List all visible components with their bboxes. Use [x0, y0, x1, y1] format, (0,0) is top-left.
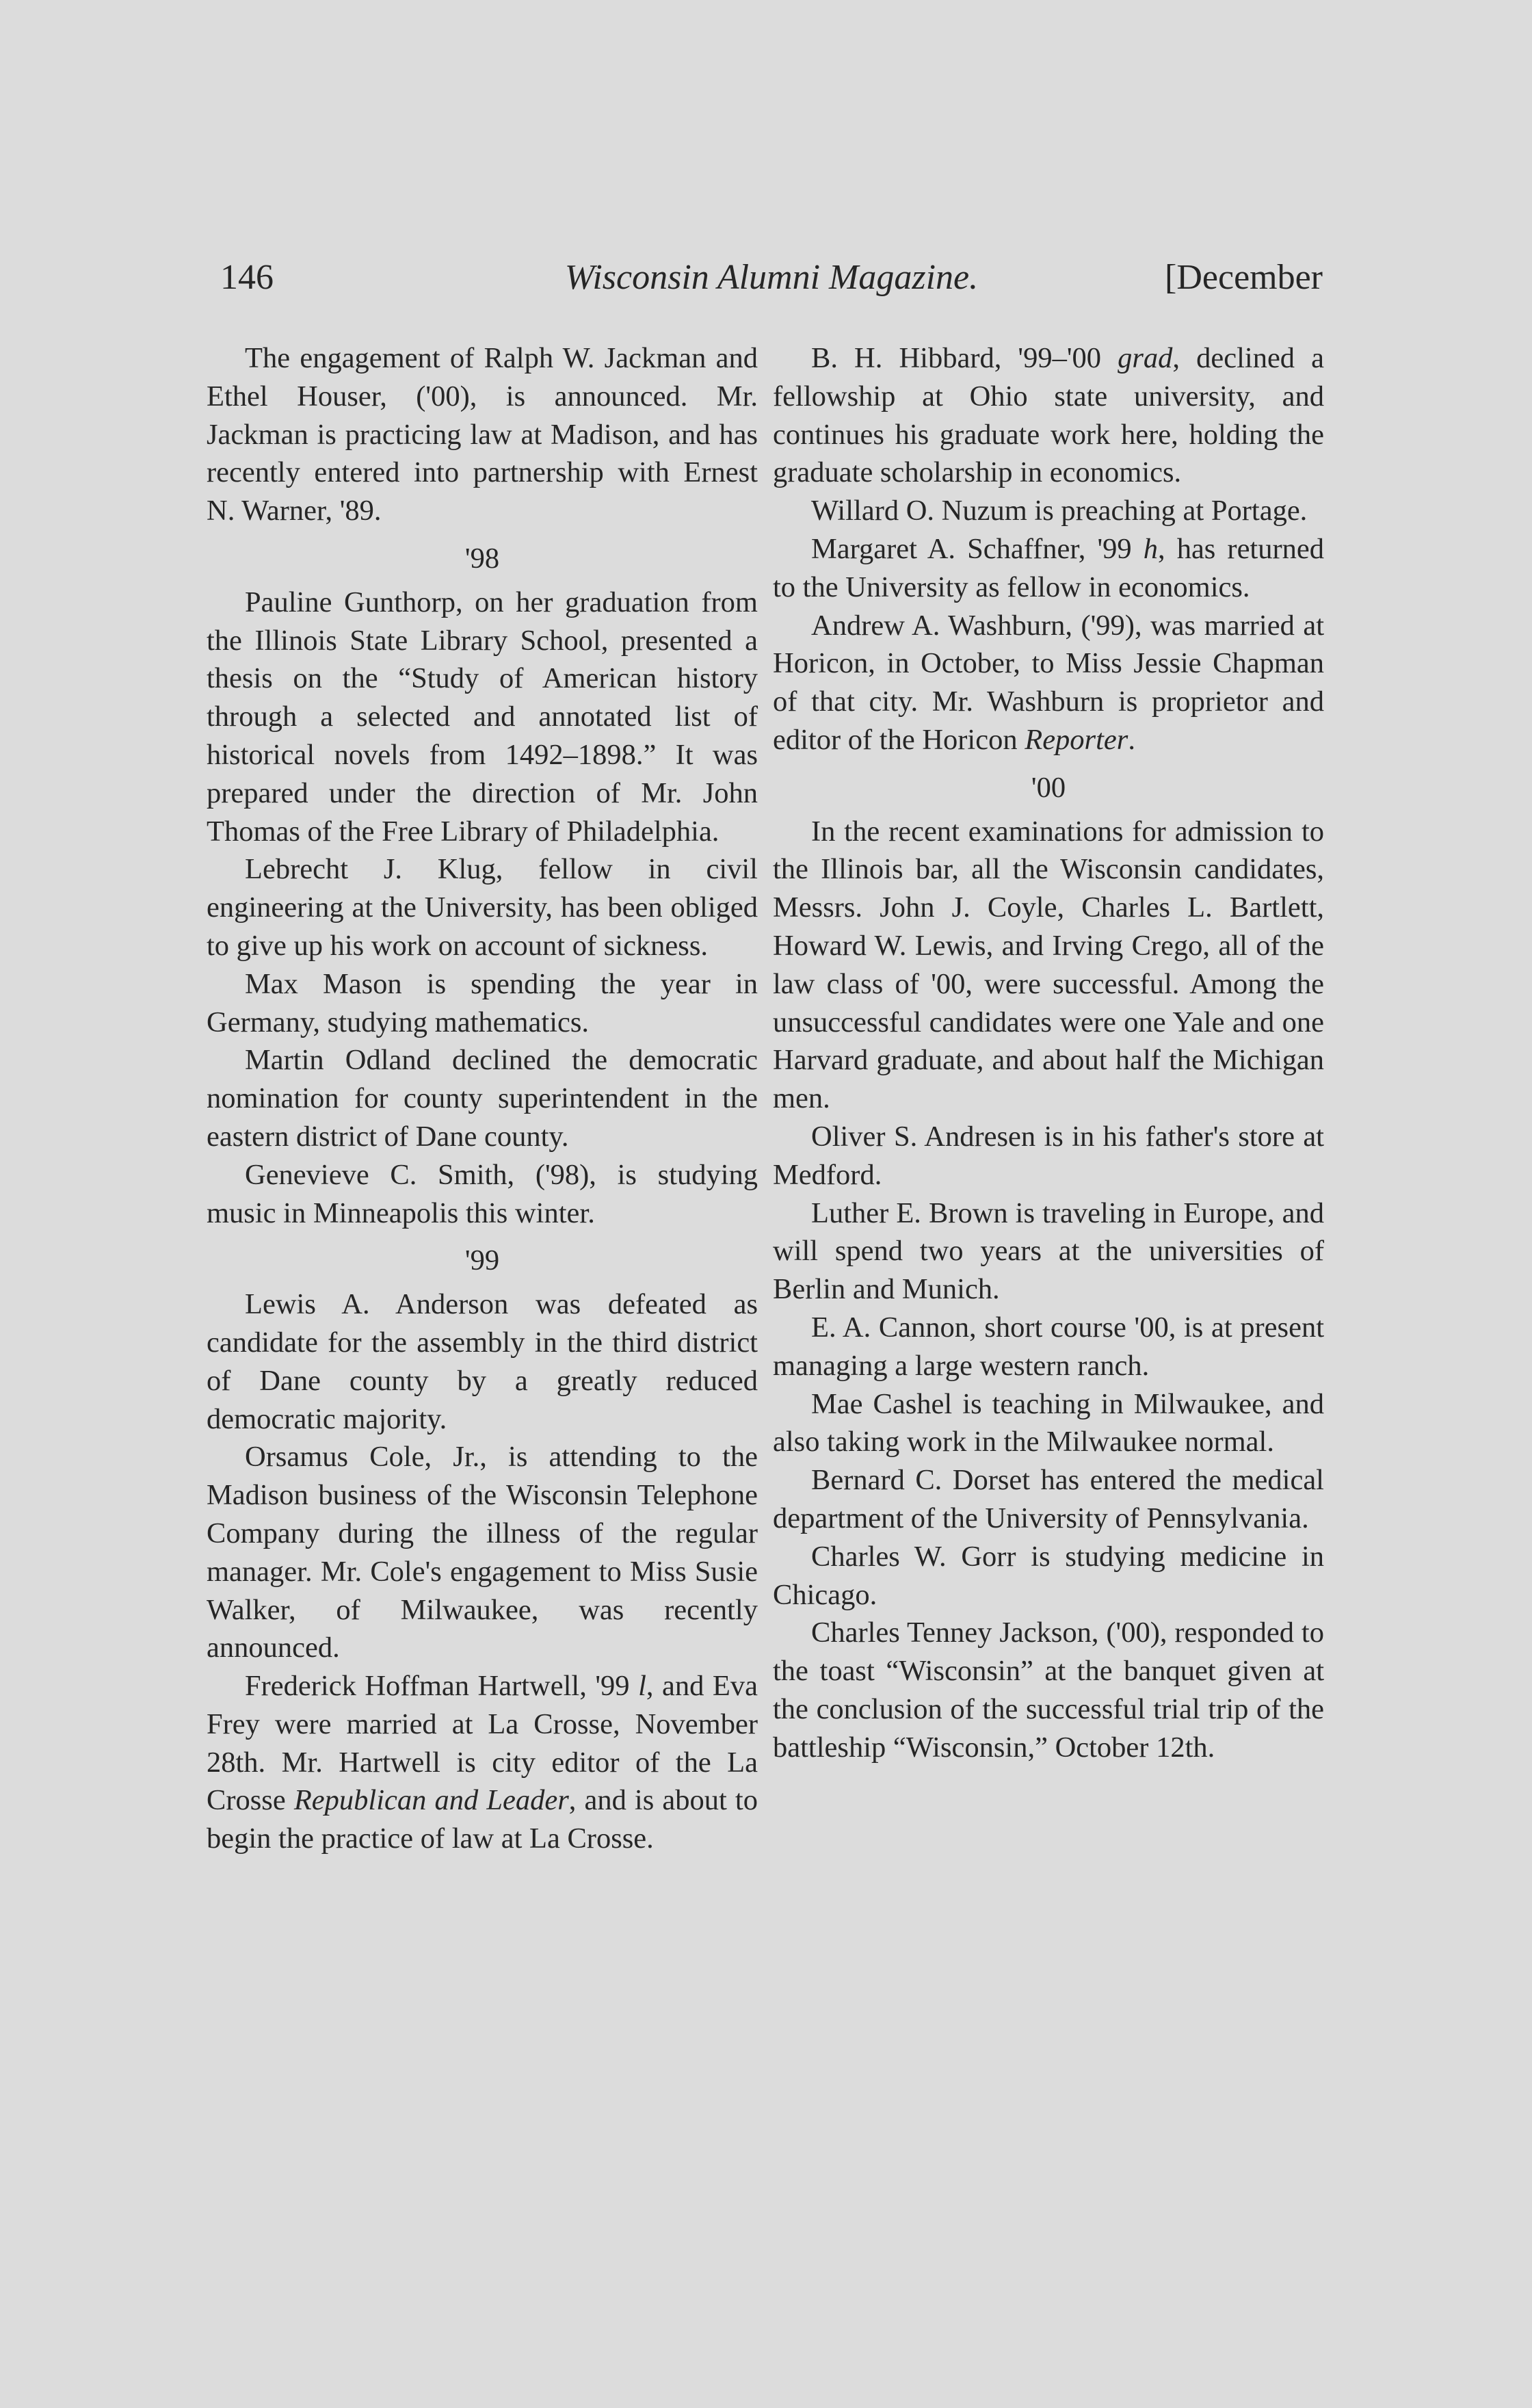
item-hartwell	[207, 1667, 758, 1858]
washburn-text-1: Andrew A. Washburn, ('99), was married at Horicon, in October, to Miss Jessie Chapman of that city. Mr. Washburn is proprietor and editor of the Horicon	[773, 609, 1324, 756]
item-cannon: E. A. Cannon, short course '00, is at present managing a large western ranch.	[773, 1311, 1324, 1382]
item-cashel: Mae Cashel is teaching in Milwaukee, and also taking work in the Milwaukee normal.	[773, 1387, 1324, 1458]
item-schaffner	[773, 530, 1324, 607]
hibbard-text-2: , declined a fellowship at Ohio state university, and continues his graduate work here, holding the graduate scholarship in economics.	[773, 342, 1325, 489]
hibbard-text-1: B. H. Hibbard, '99–'00	[811, 342, 1101, 374]
newspaper-name: Republican and Leader	[293, 1784, 569, 1817]
class-year-00: '00	[1031, 771, 1066, 804]
hartwell-degree: l	[638, 1670, 646, 1703]
reporter-name: Reporter	[1025, 723, 1128, 756]
schaffner-degree: h	[1143, 532, 1158, 565]
schaffner-text-2: , has returned to the University as fellow in economics.	[773, 532, 1325, 603]
page-header	[220, 257, 1323, 309]
item-gunthorp: Pauline Gunthorp, on her graduation from the Illinois State Library School, presented a thesis on the “Study of American history through a selected and annotated list of historical novels from 1492–1898.” It was prepared under the direction of Mr. John Thomas of the Free Library of Philadelphia.	[207, 586, 758, 848]
item-mason: Max Mason is spending the year in Germany, studying mathematics.	[207, 967, 758, 1038]
hartwell-text-3: , and is about to begin the practice of law at La Crosse.	[207, 1784, 758, 1855]
item-washburn	[773, 607, 1324, 759]
item-smith: Genevieve C. Smith, ('98), is studying music in Minneapolis this winter.	[207, 1158, 758, 1229]
schaffner-text-1: Margaret A. Schaffner, '99	[811, 532, 1132, 565]
item-jackson: Charles Tenney Jackson, ('00), responded to the toast “Wisconsin” at the banquet given at the conclusion of the successful trial trip of the battleship “Wisconsin,” October 12th.	[773, 1617, 1324, 1764]
item-gorr: Charles W. Gorr is studying medicine in Chicago.	[773, 1540, 1324, 1611]
item-nuzum: Willard O. Nuzum is preaching at Portage.	[811, 495, 1308, 527]
running-title: Wisconsin Alumni Magazine.	[564, 258, 979, 297]
item-klug: Lebrecht J. Klug, fellow in civil engineering at the University, has been obliged to give up his work on account of sickness.	[207, 853, 758, 962]
hartwell-text-1: Frederick Hoffman Hartwell, '99	[245, 1670, 630, 1703]
running-month: [December	[1165, 258, 1323, 297]
left-column	[207, 339, 758, 1858]
item-anderson: Lewis A. Anderson was defeated as candidate for the assembly in the third district of Dane county by a greatly reduced democratic majority.	[207, 1288, 758, 1435]
class-year-98: '98	[464, 542, 500, 575]
item-dorset: Bernard C. Dorset has entered the medical department of the University of Pennsylvania.	[773, 1464, 1324, 1534]
hartwell-text-2: , and Eva Frey were married at La Crosse, November 28th. Mr. Hartwell is city editor of the La Crosse	[207, 1670, 758, 1817]
item-brown: Luther E. Brown is traveling in Europe, and will spend two years at the universities of Berlin and Munich.	[773, 1196, 1324, 1306]
item-odland: Martin Odland declined the democratic nomination for county superintendent in the eastern district of Dane county.	[207, 1044, 758, 1153]
item-hibbard	[773, 339, 1324, 492]
hibbard-grad: grad	[1118, 342, 1173, 374]
right-column	[773, 339, 1324, 1766]
class-year-99: '99	[464, 1244, 500, 1277]
item-cole: Orsamus Cole, Jr., is attending to the Madison business of the Wisconsin Telephone Company during the illness of the regular manager. Mr. Cole's engagement to Miss Susie Walker, of Milwaukee, was recently announced.	[207, 1441, 758, 1664]
page-number: 146	[220, 258, 274, 297]
item-jackman: The engagement of Ralph W. Jackman and Ethel Houser, ('00), is announced. Mr. Jackman is practicing law at Madison, and has recently entered into partnership with Ernest N. Warner, '89.	[207, 342, 758, 527]
washburn-text-2: .	[1128, 723, 1135, 756]
item-andresen: Oliver S. Andresen is in his father's store at Medford.	[773, 1120, 1324, 1191]
item-illinois-bar: In the recent examinations for admission to the Illinois bar, all the Wisconsin candidates, Messrs. John J. Coyle, Charles L. Bartlett, Howard W. Lewis, and Irving Crego, all of the law class of '00, were successful. Among the unsuccessful candidates were one Yale and one Harvard graduate, and about half the Michigan men.	[773, 815, 1324, 1115]
